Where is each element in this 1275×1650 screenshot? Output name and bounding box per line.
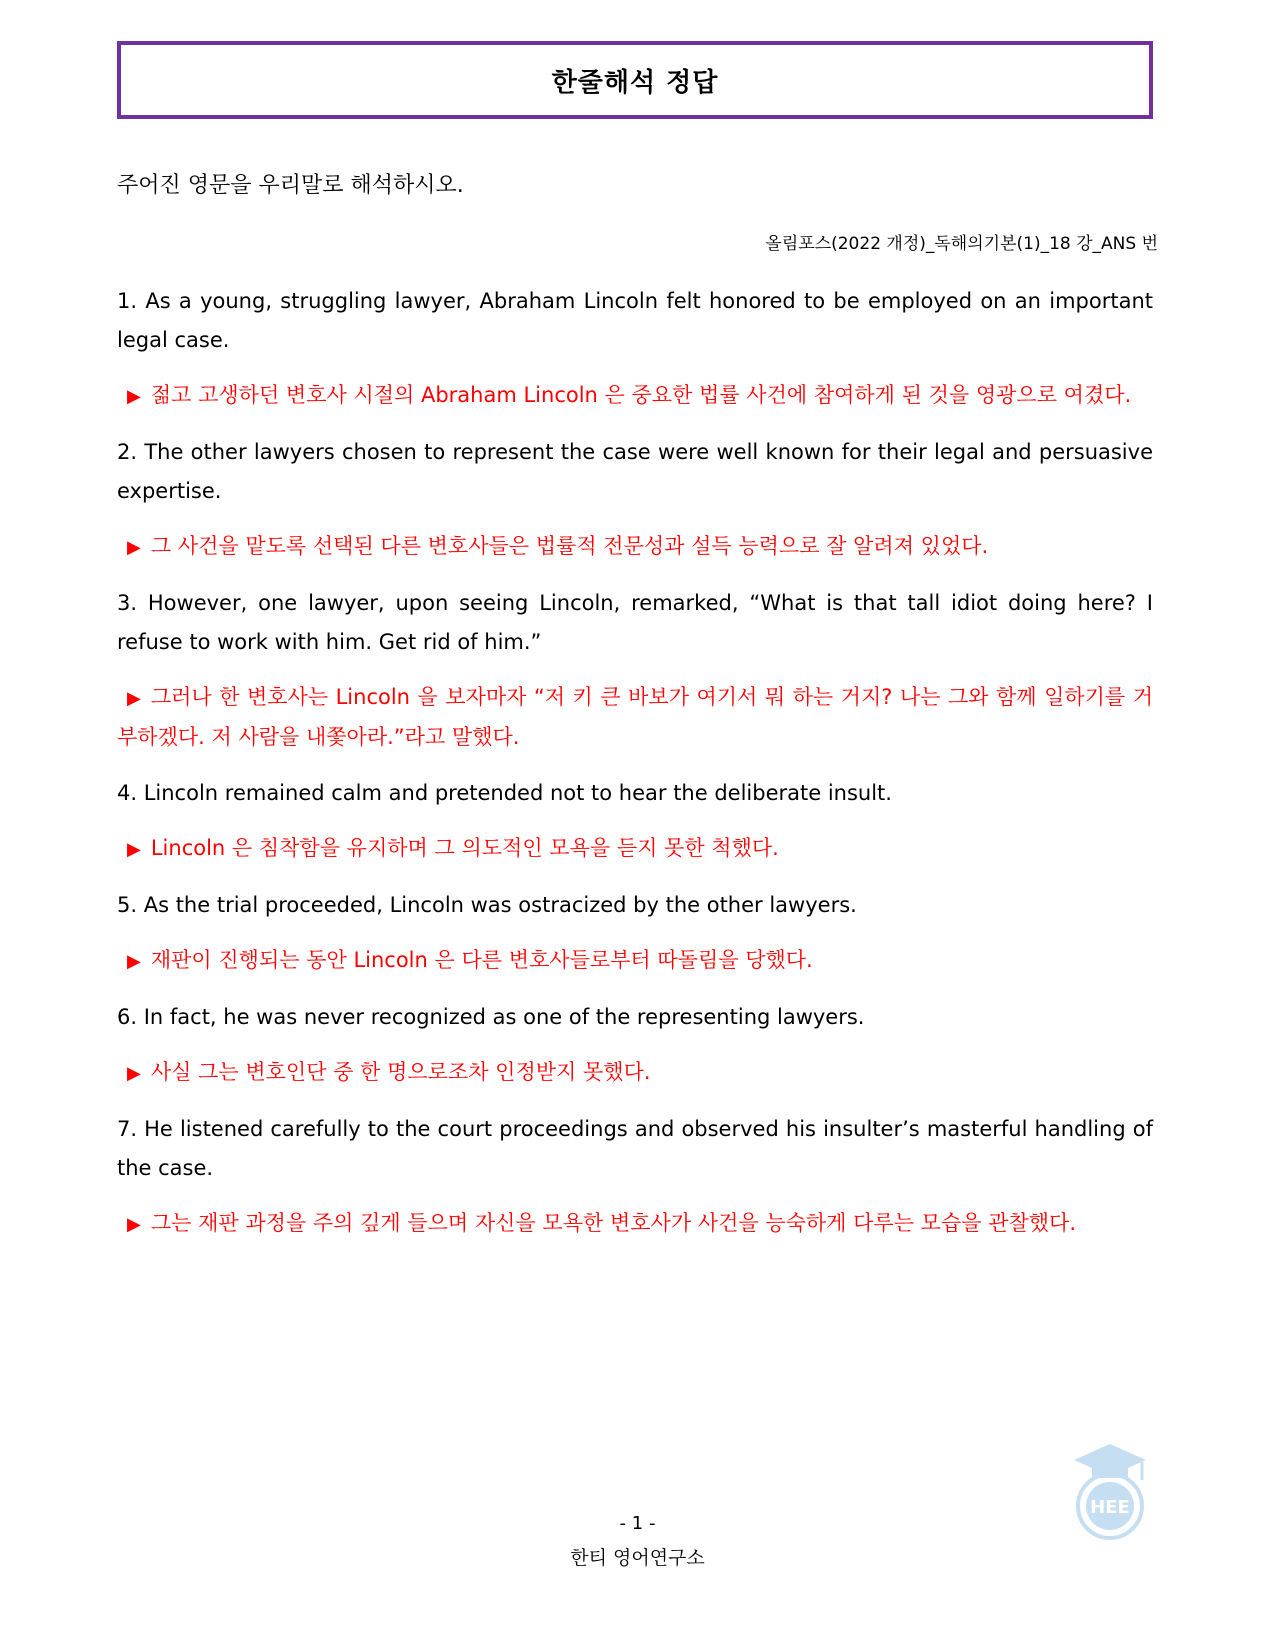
korean-translation — [117, 1053, 1153, 1093]
english-sentence: 1. As a young, struggling lawyer, Abraham Lincoln felt honored to be employed on an important legal case. — [117, 289, 1153, 352]
question-list — [117, 282, 1153, 1261]
korean-translation — [117, 678, 1153, 757]
korean-translation — [117, 1204, 1153, 1244]
translation-text: 그는 재판 과정을 주의 깊게 들으며 자신을 모욕한 변호사가 사건을 능숙하게 다루는 모습을 관찰했다. — [150, 1211, 1077, 1235]
logo-text: HEE — [1090, 1497, 1130, 1518]
translation-text: 젊고 고생하던 변호사 시절의 Abraham Lincoln 은 중요한 법률 사건에 참여하게 된 것을 영광으로 여겼다. — [150, 383, 1132, 407]
triangle-arrow-icon: ▶ — [127, 386, 141, 407]
page-number: - 1 - — [619, 1513, 656, 1534]
question-item-2 — [117, 433, 1153, 567]
page-title: 한줄해석 정답 — [551, 67, 719, 98]
triangle-arrow-icon: ▶ — [127, 537, 141, 558]
question-item-6 — [117, 998, 1153, 1093]
translation-text: Lincoln 은 침착함을 유지하며 그 의도적인 모욕을 듣지 못한 척했다. — [150, 836, 779, 860]
question-item-1 — [117, 282, 1153, 416]
question-item-3 — [117, 584, 1153, 757]
korean-translation — [117, 829, 1153, 869]
english-sentence: 2. The other lawyers chosen to represent the case were well known for their legal and persuasive expertise. — [117, 440, 1153, 503]
triangle-arrow-icon: ▶ — [127, 951, 141, 972]
korean-translation — [117, 527, 1153, 567]
translation-text: 사실 그는 변호인단 중 한 명으로조차 인정받지 못했다. — [150, 1060, 651, 1084]
triangle-arrow-icon: ▶ — [127, 688, 141, 709]
triangle-arrow-icon: ▶ — [127, 1214, 141, 1235]
question-item-5 — [117, 886, 1153, 981]
title-box — [117, 41, 1153, 119]
english-sentence: 3. However, one lawyer, upon seeing Lincoln, remarked, “What is that tall idiot doing here? I refuse to work with him. Get rid of him.” — [117, 591, 1153, 654]
triangle-arrow-icon: ▶ — [127, 839, 141, 860]
translation-text: 그러나 한 변호사는 Lincoln 을 보자마자 “저 키 큰 바보가 여기서 뭐 하는 거지? 나는 그와 함께 일하기를 거부하겠다. 저 사람을 내쫓아라.”라고 말했다. — [117, 685, 1153, 749]
translation-text: 재판이 진행되는 동안 Lincoln 은 다른 변호사들로부터 따돌림을 당했다. — [150, 948, 813, 972]
korean-translation — [117, 376, 1153, 416]
english-sentence: 4. Lincoln remained calm and pretended not to hear the deliberate insult. — [117, 781, 892, 805]
korean-translation — [117, 941, 1153, 981]
footer-organization: 한티 영어연구소 — [570, 1547, 705, 1569]
instruction-text: 주어진 영문을 우리말로 해석하시오. — [117, 173, 464, 198]
english-sentence: 5. As the trial proceeded, Lincoln was ostracized by the other lawyers. — [117, 893, 857, 917]
source-label: 올림포스(2022 개정)_독해의기본(1)_18 강_ANS 번 — [765, 234, 1158, 254]
english-sentence: 7. He listened carefully to the court proceedings and observed his insulter’s masterful handling of the case. — [117, 1117, 1153, 1180]
triangle-arrow-icon: ▶ — [127, 1063, 141, 1084]
question-item-7 — [117, 1110, 1153, 1244]
translation-text: 그 사건을 맡도록 선택된 다른 변호사들은 법률적 전문성과 설득 능력으로 잘 알려져 있었다. — [150, 534, 989, 558]
question-item-4 — [117, 774, 1153, 869]
english-sentence: 6. In fact, he was never recognized as one of the representing lawyers. — [117, 1005, 865, 1029]
